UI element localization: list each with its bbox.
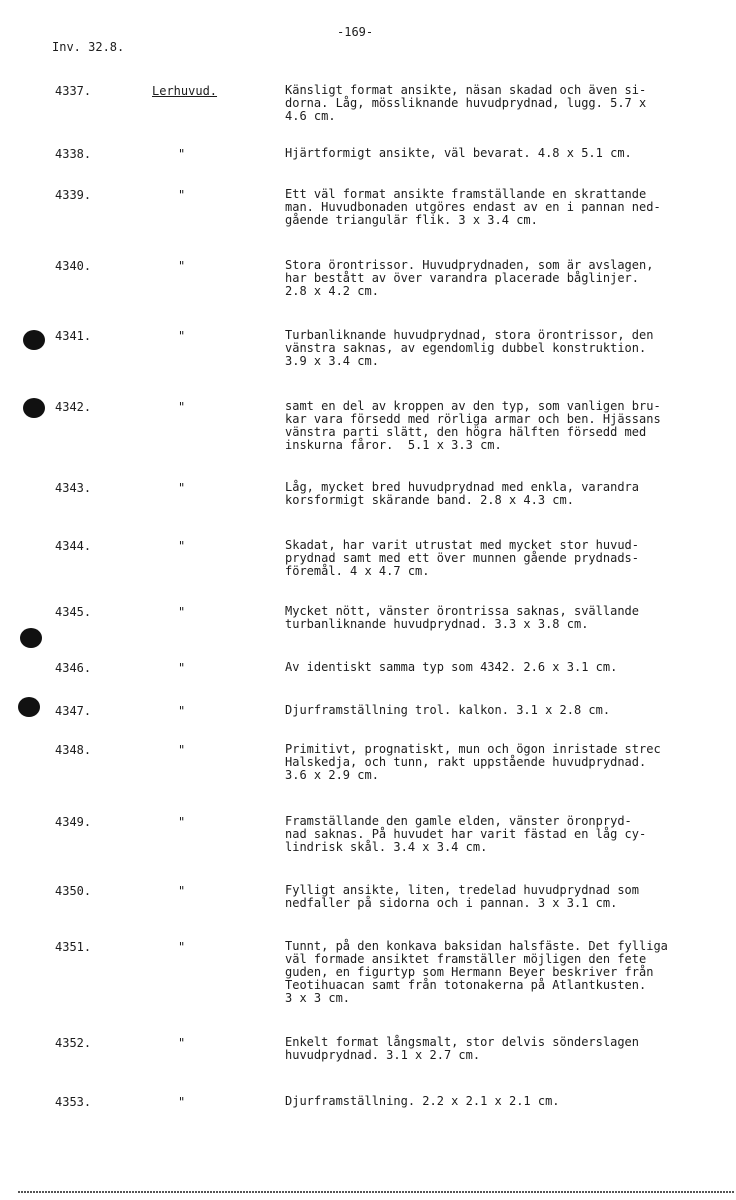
entry-number: 4345. [55, 605, 92, 619]
entry-description: Enkelt format långsmalt, stor delvis sönderslagen huvudprydnad. 3.1 x 2.7 cm. [285, 1035, 640, 1062]
entry-description: Tunnt, på den konkava baksidan halsfäste. Det fylliga väl formade ansiktet framställer möjligen den fete guden, en figurtyp som Hermann Beyer beskriver från Teotihuacan samt från totonakerna på Atlantkusten. 3 x 3 cm. [285, 939, 668, 1005]
entry-description: Stora örontrissor. Huvudprydnaden, som är avslagen, har bestått av över varandra placerade båglinjer. 2.8 x 4.2 cm. [285, 258, 654, 298]
entry-number: 4351. [55, 940, 92, 954]
entry-number: 4353. [55, 1095, 92, 1109]
entry-number: 4341. [55, 329, 92, 343]
entry-description: Primitivt, prognatiskt, mun och ögon inristade strec Halskedja, och tunn, rakt uppstående huvudprydnad. 3.6 x 2.9 cm. [285, 742, 661, 782]
entry-number: 4339. [55, 188, 92, 202]
entry-description: Ett väl format ansikte framställande en skrattande man. Huvudbonaden utgöres endast av en i pannan ned- gående triangulär flik. 3 x 3.4 cm. [285, 187, 661, 227]
entry-number: 4346. [55, 661, 92, 675]
entry-description: Mycket nött, vänster örontrissa saknas, svällande turbanliknande huvudprydnad. 3.3 x 3.8 cm. [285, 604, 640, 631]
entry-number: 4343. [55, 481, 92, 495]
entry-description: Framställande den gamle elden, vänster öronpryd- nad saknas. På huvudet har varit fästad en låg cy- lindrisk skål. 3.4 x 3.4 cm. [285, 814, 647, 854]
ditto-mark: " [178, 743, 186, 757]
entry-number: 4349. [55, 815, 92, 829]
entry-description: Känsligt format ansikte, näsan skadad och även si- dorna. Låg, mössliknande huvudprydnad, lugg. 5.7 x 4.6 cm. [285, 83, 647, 123]
punch-hole [23, 330, 45, 350]
entry-description: Djurframställning. 2.2 x 2.1 x 2.1 cm. [285, 1094, 560, 1108]
entry-number: 4347. [55, 704, 92, 718]
ditto-mark: " [178, 539, 186, 553]
ditto-mark: " [178, 1095, 186, 1109]
ditto-mark: " [178, 884, 186, 898]
entry-description: Turbanliknande huvudprydnad, stora örontrissor, den vänstra saknas, av egendomlig dubbel konstruktion. 3.9 x 3.4 cm. [285, 328, 654, 368]
entry-description: Låg, mycket bred huvudprydnad med enkla, varandra korsformigt skärande band. 2.8 x 4.3 cm. [285, 480, 640, 507]
ditto-mark: " [178, 661, 186, 675]
entry-number: 4338. [55, 147, 92, 161]
ditto-mark: " [178, 329, 186, 343]
entry-category: Lerhuvud. [152, 84, 218, 98]
entry-number: 4340. [55, 259, 92, 273]
entry-number: 4342. [55, 400, 92, 414]
punch-hole [20, 628, 42, 648]
ditto-mark: " [178, 400, 186, 414]
ditto-mark: " [178, 147, 186, 161]
ditto-mark: " [178, 1036, 186, 1050]
entry-description: samt en del av kroppen av den typ, som vanligen bru- kar vara försedd med rörliga armar och ben. Hjässans vänstra parti slätt, den högra hälften försedd med inskurna fåror. 5.1 x 3.3 cm. [285, 399, 661, 452]
entry-description: Av identiskt samma typ som 4342. 2.6 x 3.1 cm. [285, 660, 618, 674]
punch-hole [18, 697, 40, 717]
page-bottom-rule [18, 1191, 734, 1193]
entry-number: 4352. [55, 1036, 92, 1050]
entry-number: 4350. [55, 884, 92, 898]
entry-number: 4337. [55, 84, 92, 98]
ditto-mark: " [178, 704, 186, 718]
entry-description: Djurframställning trol. kalkon. 3.1 x 2.8 cm. [285, 703, 611, 717]
ditto-mark: " [178, 815, 186, 829]
entry-description: Skadat, har varit utrustat med mycket stor huvud- prydnad samt med ett över munnen gående prydnads- föremål. 4 x 4.7 cm. [285, 538, 640, 578]
entry-description: Fylligt ansikte, liten, tredelad huvudprydnad som nedfaller på sidorna och i pannan. 3 x 3.1 cm. [285, 883, 640, 910]
ditto-mark: " [178, 605, 186, 619]
ditto-mark: " [178, 940, 186, 954]
punch-hole [23, 398, 45, 418]
inventory-reference: Inv. 32.8. [52, 40, 125, 54]
ditto-mark: " [178, 188, 186, 202]
ditto-mark: " [178, 259, 186, 273]
entry-description: Hjärtformigt ansikte, väl bevarat. 4.8 x 5.1 cm. [285, 146, 632, 160]
entry-number: 4344. [55, 539, 92, 553]
entry-number: 4348. [55, 743, 92, 757]
ditto-mark: " [178, 481, 186, 495]
page-number: -169- [337, 25, 374, 39]
